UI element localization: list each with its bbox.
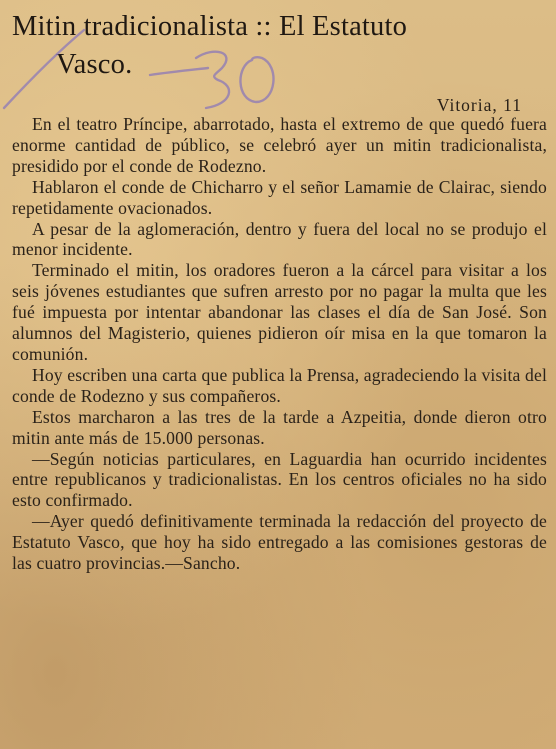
paragraph: Estos marcharon a las tres de la tarde a Azpeitia, donde dieron otro mitin ante más de 15.000 personas. (12, 406, 547, 448)
paragraph: Hoy escriben una carta que publica la Prensa, agradeciendo la visita del conde de Rodezno y sus compañeros. (12, 364, 547, 406)
paragraph: En el teatro Príncipe, abarrotado, hasta el extremo de que quedó fuera enorme cantidad de público, se celebró ayer un mitin tradicionalista, presidido por el conde de Rodezno. (12, 114, 547, 176)
paragraph: Hablaron el conde de Chicharro y el señor Lamamie de Clairac, siendo repetidamente ovacionados. (12, 176, 547, 218)
paragraph: Terminado el mitin, los oradores fueron a la cárcel para visitar a los seis jóvenes estudiantes que sufren arresto por no pagar la multa que les fué impuesta por intentar abandonar las clases el día de San José. Son alumnos del Magisterio, quienes pidieron oír misa en la que tomaron la comunión. (12, 260, 547, 364)
article-body (12, 114, 547, 574)
paragraph: A pesar de la aglomeración, dentro y fuera del local no se produjo el menor incidente. (12, 218, 547, 260)
paragraph: —Ayer quedó definitivamente terminada la redacción del proyecto de Estatuto Vasco, que hoy ha sido entregado a las comisiones gestoras de las cuatro provincias.—Sancho. (12, 511, 547, 574)
paragraph: —Según noticias particulares, en Laguardia han ocurrido incidentes entre republicanos y tradicionalistas. En los centros oficiales no ha sido esto confirmado. (12, 448, 547, 511)
headline-line-2: Vasco. (56, 49, 133, 80)
dateline: Vitoria, 11 (436, 95, 522, 115)
headline-line-1: Mitin tradicionalista :: El Estatuto (12, 11, 408, 42)
headline (12, 8, 547, 84)
